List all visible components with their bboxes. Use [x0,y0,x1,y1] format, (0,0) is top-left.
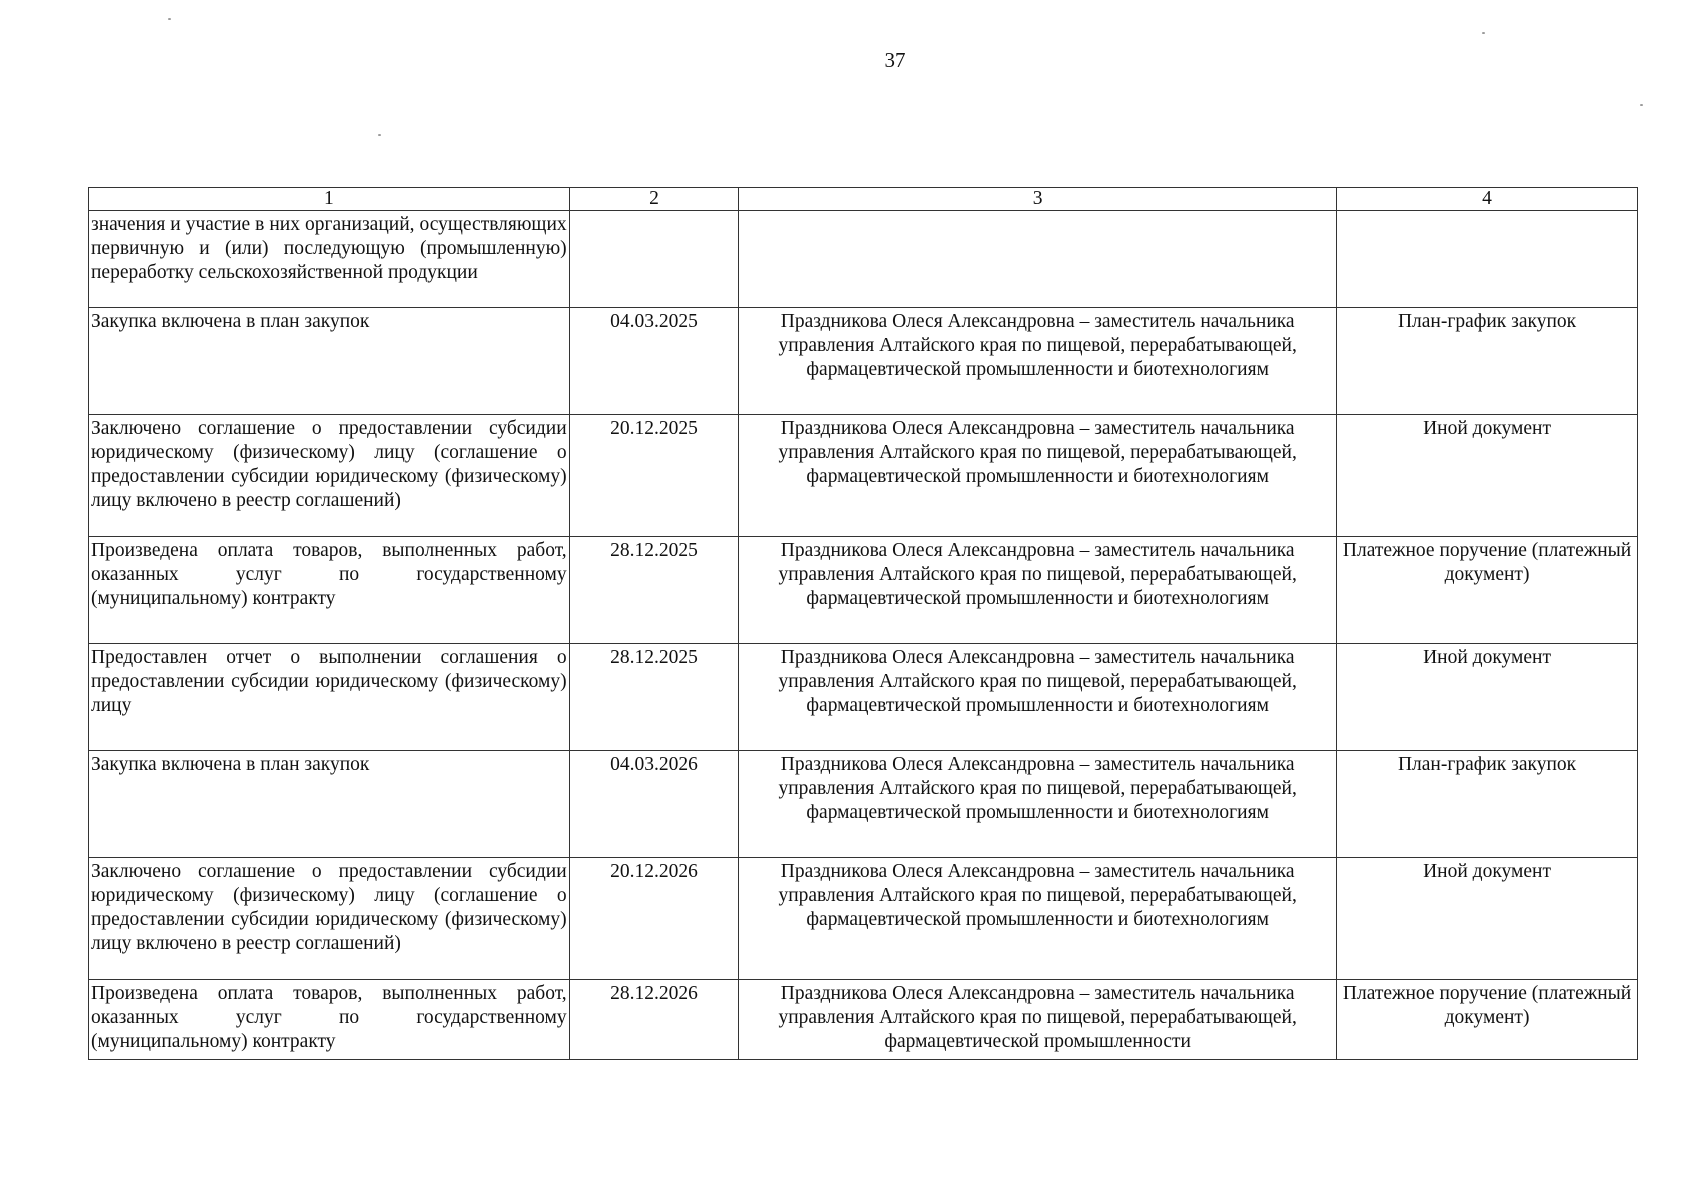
date-cell: 20.12.2025 [569,415,739,537]
event-cell: значения и участие в них организаций, осуществляющих первичную и (или) последующую (промышленную) переработку сельскохозяйственной продукции [89,211,570,308]
scan-speck [378,134,381,136]
column-header: 2 [569,188,739,211]
date-cell: 28.12.2025 [569,537,739,644]
responsible-cell: Праздникова Олеся Александровна – заместитель начальника управления Алтайского края по пищевой, перерабатывающей, фармацевтической промышленности и биотехнологиям [739,537,1337,644]
event-cell: Произведена оплата товаров, выполненных работ, оказанных услуг по государственному (муниципальному) контракту [89,980,570,1060]
table-row [89,644,1638,751]
date-cell: 28.12.2026 [569,980,739,1060]
table-row [89,415,1638,537]
responsible-cell: Праздникова Олеся Александровна – заместитель начальника управления Алтайского края по пищевой, перерабатывающей, фармацевтической промышленности и биотехнологиям [739,751,1337,858]
scan-speck [1482,32,1485,34]
responsible-cell [739,211,1337,308]
table-row [89,211,1638,308]
document-cell: План-график закупок [1337,751,1638,858]
events-table [88,187,1638,1060]
event-cell: Произведена оплата товаров, выполненных работ, оказанных услуг по государственному (муниципальному) контракту [89,537,570,644]
date-cell: 28.12.2025 [569,644,739,751]
table-row [89,858,1638,980]
responsible-cell [739,980,1337,1060]
event-cell: Заключено соглашение о предоставлении субсидии юридическому (физическому) лицу (соглашение о предоставлении субсидии юридическому (физическому) лицу включено в реестр соглашений) [89,415,570,537]
document-cell: Иной документ [1337,644,1638,751]
scan-speck [168,18,171,20]
event-cell: Заключено соглашение о предоставлении субсидии юридическому (физическому) лицу (соглашение о предоставлении субсидии юридическому (физическому) лицу включено в реестр соглашений) [89,858,570,980]
event-cell: Закупка включена в план закупок [89,751,570,858]
responsible-cell: Праздникова Олеся Александровна – заместитель начальника управления Алтайского края по пищевой, перерабатывающей, фармацевтической промышленности и биотехнологиям [739,415,1337,537]
responsible-cell: Праздникова Олеся Александровна – заместитель начальника управления Алтайского края по пищевой, перерабатывающей, фармацевтической промышленности и биотехнологиям [739,308,1337,415]
scan-speck [1640,104,1643,106]
document-cell: Платежное поручение (платежный документ) [1337,980,1638,1060]
date-cell: 04.03.2026 [569,751,739,858]
document-cell [1337,211,1638,308]
event-cell: Предоставлен отчет о выполнении соглашения о предоставлении субсидии юридическому (физическому) лицу [89,644,570,751]
document-cell: План-график закупок [1337,308,1638,415]
table-row [89,537,1638,644]
date-cell: 20.12.2026 [569,858,739,980]
document-cell: Иной документ [1337,858,1638,980]
responsible-text: Праздникова Олеся Александровна – заместитель начальника управления Алтайского края по пищевой, перерабатывающей, фармацевтической промышленности [778,983,1297,1052]
table-row [89,980,1638,1060]
event-cell: Закупка включена в план закупок [89,308,570,415]
table-row [89,308,1638,415]
date-cell: 04.03.2025 [569,308,739,415]
responsible-cell: Праздникова Олеся Александровна – заместитель начальника управления Алтайского края по пищевой, перерабатывающей, фармацевтической промышленности и биотехнологиям [739,644,1337,751]
document-cell: Платежное поручение (платежный документ) [1337,537,1638,644]
responsible-cell: Праздникова Олеся Александровна – заместитель начальника управления Алтайского края по пищевой, перерабатывающей, фармацевтической промышленности и биотехнологиям [739,858,1337,980]
table-header-row [89,188,1638,211]
column-header: 3 [739,188,1337,211]
column-header: 4 [1337,188,1638,211]
column-header: 1 [89,188,570,211]
page-number: 37 [884,48,906,72]
document-cell: Иной документ [1337,415,1638,537]
date-cell [569,211,739,308]
table-row [89,751,1638,858]
